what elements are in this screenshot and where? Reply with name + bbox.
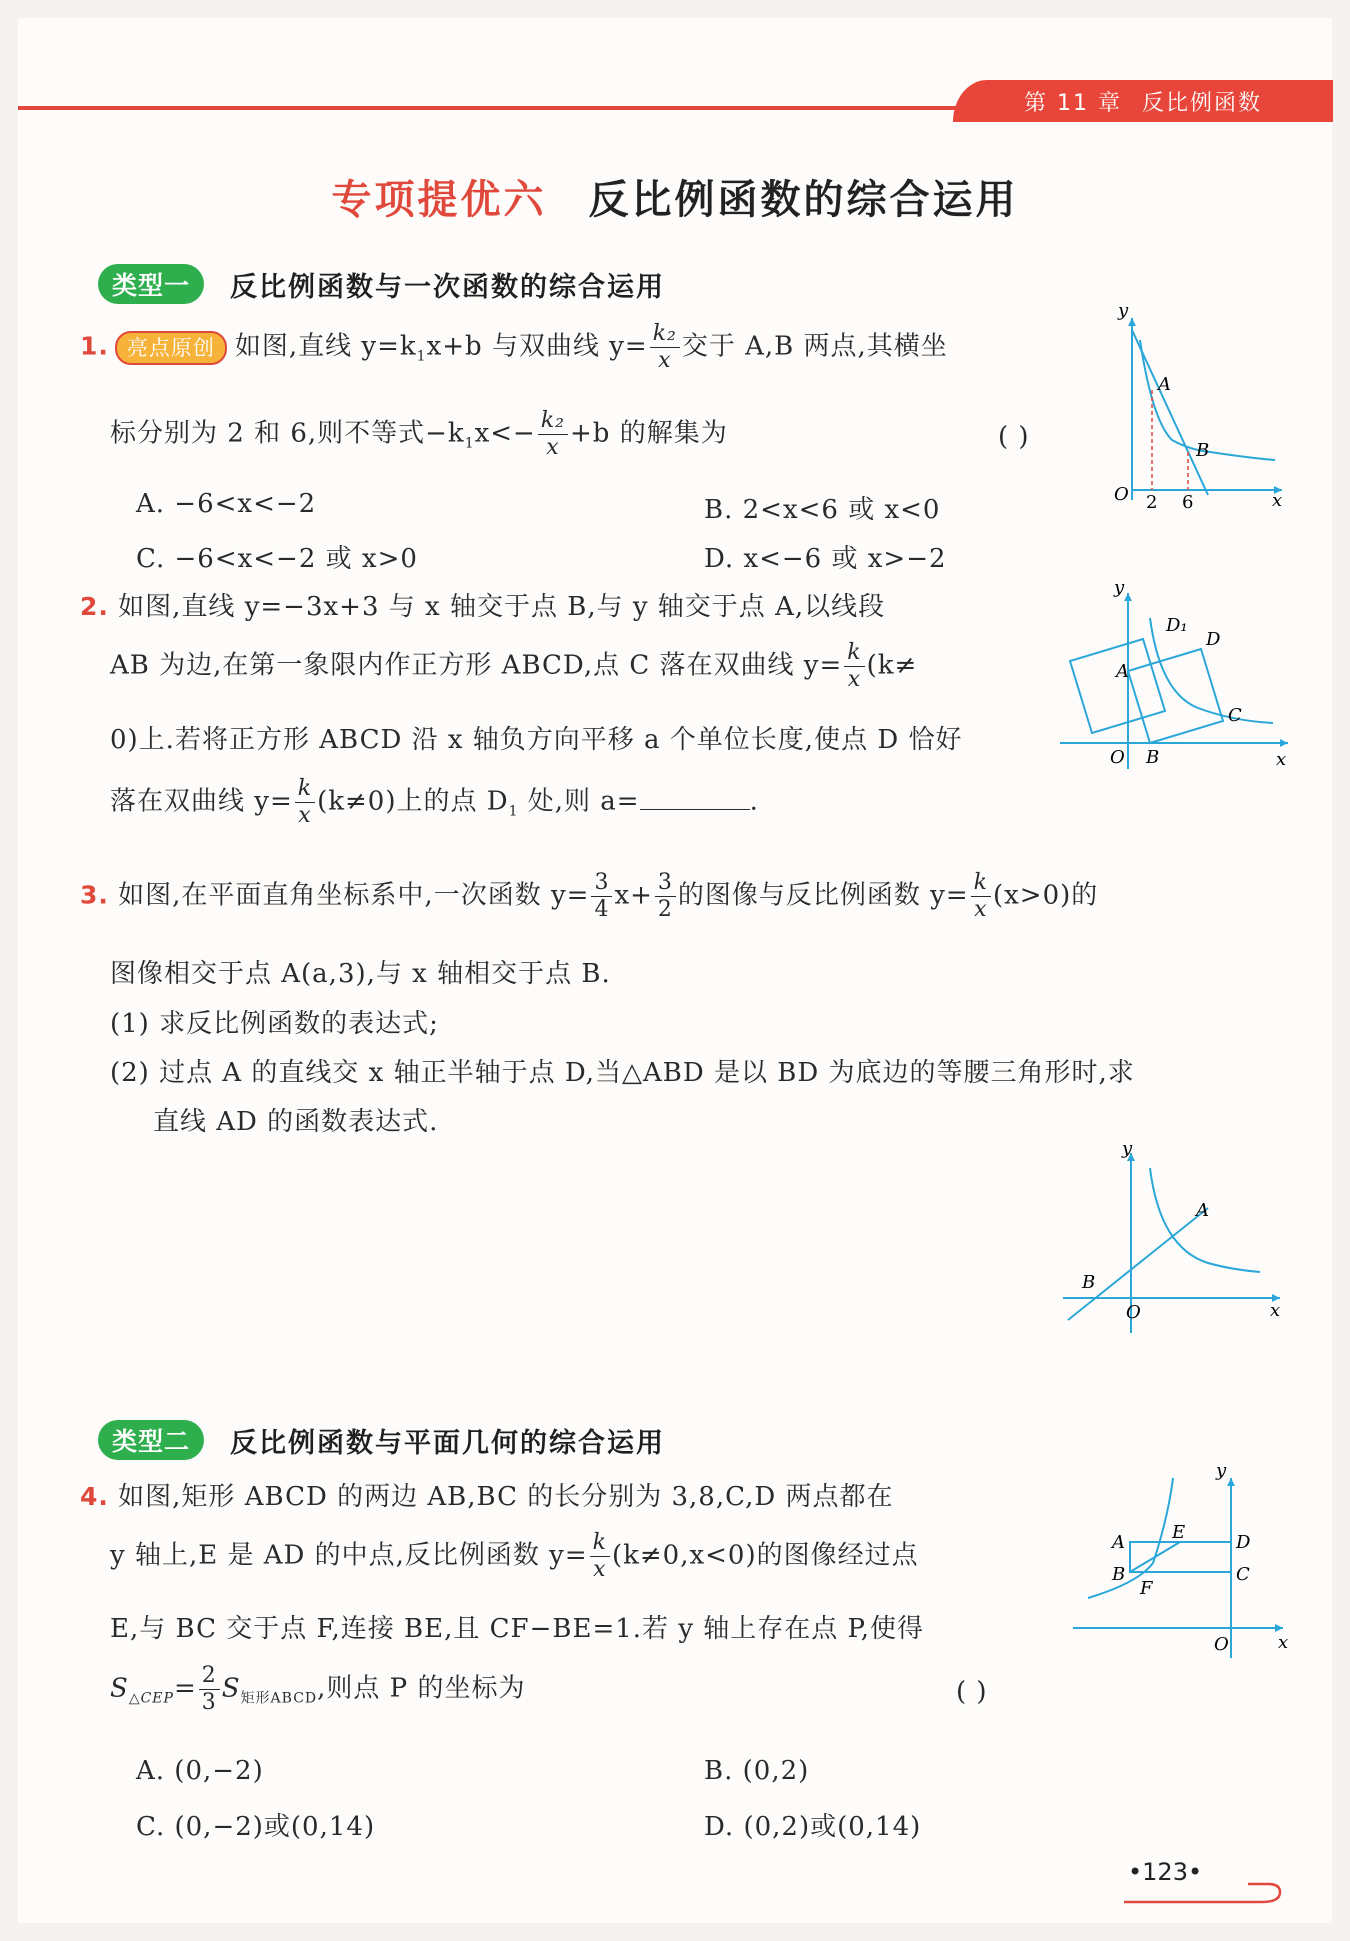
q1-tag: 亮点原创 bbox=[115, 331, 227, 365]
tick-label-6: 6 bbox=[1182, 492, 1194, 510]
fraction bbox=[650, 321, 680, 374]
page bbox=[18, 18, 1332, 1923]
point-label-b: B bbox=[1196, 440, 1210, 461]
fraction bbox=[199, 1663, 220, 1716]
q1-option-c: C. −6<x<−2 或 x>0 bbox=[136, 544, 418, 574]
q3-line2: 图像相交于点 A(a,3),与 x 轴相交于点 B. bbox=[110, 959, 611, 989]
q1-text: 交于 A,B 两点,其横坐 bbox=[681, 331, 948, 362]
numerator: 3 bbox=[591, 870, 612, 897]
numerator: k₂ bbox=[650, 321, 680, 348]
subscript: △CEP bbox=[128, 1690, 174, 1707]
point-label-c: C bbox=[1228, 705, 1242, 726]
q3-line1 bbox=[80, 870, 1098, 923]
axis-label-y: y bbox=[1122, 1138, 1133, 1159]
numerator: k bbox=[971, 870, 991, 897]
fraction bbox=[538, 408, 568, 461]
q1-text: x<− bbox=[474, 418, 536, 449]
type2-title: 反比例函数与平面几何的综合运用 bbox=[230, 1427, 666, 1459]
point-label-a: A bbox=[1196, 1200, 1209, 1221]
fraction bbox=[591, 870, 612, 923]
denominator: x bbox=[593, 1557, 607, 1582]
q1-option-b: B. 2<x<6 或 x<0 bbox=[704, 495, 941, 525]
q4-number: 4. bbox=[80, 1482, 109, 1511]
q4-line2 bbox=[110, 1530, 919, 1583]
q4-text: = bbox=[173, 1673, 197, 1704]
point-label-d: D bbox=[1206, 629, 1221, 650]
q1-text: 标分别为 2 和 6,则不等式−k bbox=[110, 418, 465, 449]
q4-option-c: C. (0,−2)或(0,14) bbox=[136, 1812, 376, 1842]
q4-text: S bbox=[221, 1673, 241, 1704]
q4-text: ,则点 P 的坐标为 bbox=[317, 1673, 526, 1704]
axis-label-x: x bbox=[1276, 749, 1287, 770]
q1-text: +b 的解集为 bbox=[570, 418, 728, 449]
q3-sub2-cont: 直线 AD 的函数表达式. bbox=[153, 1107, 439, 1137]
denominator: x bbox=[658, 348, 672, 373]
denominator: x bbox=[546, 435, 560, 460]
q2-text: 如图,直线 y=−3x+3 与 x 轴交于点 B,与 y 轴交于点 A,以线段 bbox=[118, 592, 886, 622]
type1-heading bbox=[98, 264, 665, 304]
fraction bbox=[971, 870, 991, 923]
q4-option-b: B. (0,2) bbox=[704, 1756, 810, 1786]
q4-line4 bbox=[110, 1663, 525, 1716]
numerator: k bbox=[844, 640, 864, 667]
fraction bbox=[295, 776, 315, 829]
axis-label-y: y bbox=[1118, 300, 1129, 321]
q3-number: 3. bbox=[80, 880, 109, 910]
page-number-underline bbox=[1122, 1880, 1287, 1910]
q3-sub1: (1) 求反比例函数的表达式; bbox=[110, 1009, 439, 1039]
numerator: k₂ bbox=[538, 408, 568, 435]
origin-label: O bbox=[1214, 1634, 1229, 1655]
fraction bbox=[844, 640, 864, 693]
q2-text: (k≠ bbox=[866, 650, 918, 681]
denominator: x bbox=[847, 667, 862, 692]
q2-number: 2. bbox=[80, 592, 109, 621]
figure-q1 bbox=[1110, 300, 1290, 510]
axis-label-x: x bbox=[1278, 1632, 1289, 1653]
point-label-f: F bbox=[1140, 1578, 1153, 1599]
tick-label-2: 2 bbox=[1146, 492, 1158, 510]
title-part1: 专项提优六 bbox=[331, 176, 547, 223]
q1-text: x+b 与双曲线 y= bbox=[426, 331, 648, 362]
denominator: 3 bbox=[201, 1690, 217, 1715]
axis-label-y: y bbox=[1114, 577, 1125, 598]
point-label-c: C bbox=[1236, 1564, 1250, 1585]
chapter-tab bbox=[953, 80, 1333, 122]
q3-text: 如图,在平面直角坐标系中,一次函数 y= bbox=[118, 880, 590, 911]
numerator: k bbox=[295, 776, 315, 803]
q2-line1 bbox=[80, 586, 885, 623]
denominator: x bbox=[974, 897, 988, 922]
q4-text: 如图,矩形 ABCD 的两边 AB,BC 的长分别为 3,8,C,D 两点都在 bbox=[118, 1482, 894, 1512]
q1-option-d: D. x<−6 或 x>−2 bbox=[704, 544, 947, 574]
point-label-a: A bbox=[1112, 1532, 1125, 1553]
q2-text: AB 为边,在第一象限内作正方形 ABCD,点 C 落在双曲线 y= bbox=[110, 650, 843, 681]
q4-option-a: A. (0,−2) bbox=[136, 1756, 264, 1786]
axis-label-x: x bbox=[1270, 1300, 1281, 1321]
point-label-d: D bbox=[1236, 1532, 1251, 1553]
type1-badge: 类型一 bbox=[98, 264, 204, 304]
q4-answer-paren: ( ) bbox=[956, 1677, 988, 1707]
numerator: k bbox=[590, 1530, 610, 1557]
q3-sub2: (2) 过点 A 的直线交 x 轴正半轴于点 D,当△ABD 是以 BD 为底边的等腰三角形时,求 bbox=[110, 1058, 1135, 1088]
q2-text: 落在双曲线 y= bbox=[110, 786, 293, 817]
q1-line2: 标分别为 2 和 6,则不等式$-k_1x<-$ $\frac{\text{k₂}}{x}$ +b 的解集为 bbox=[110, 408, 728, 460]
q3-text: x+ bbox=[614, 880, 653, 911]
denominator: 2 bbox=[657, 897, 673, 922]
denominator: x bbox=[298, 803, 312, 828]
type2-heading bbox=[98, 1420, 665, 1460]
point-label-b: B bbox=[1082, 1272, 1096, 1293]
page-title bbox=[18, 168, 1332, 225]
numerator: 3 bbox=[655, 870, 676, 897]
page-number: •123• bbox=[1128, 1858, 1203, 1886]
q2-line2 bbox=[110, 640, 917, 693]
numerator: 2 bbox=[199, 1663, 220, 1690]
fraction bbox=[590, 1530, 610, 1583]
q4-text: (k≠0,x<0)的图像经过点 bbox=[611, 1540, 919, 1571]
q3-text: (x>0)的 bbox=[993, 880, 1099, 911]
q1-option-a: A. −6<x<−2 bbox=[136, 489, 317, 519]
figure-q2 bbox=[1058, 573, 1298, 778]
point-label-b: B bbox=[1146, 747, 1160, 768]
q4-line3: E,与 BC 交于点 F,连接 BE,且 CF−BE=1.若 y 轴上存在点 P,使得 bbox=[110, 1614, 925, 1644]
point-label-a: A bbox=[1116, 661, 1129, 682]
type2-badge: 类型二 bbox=[98, 1420, 204, 1460]
type1-title: 反比例函数与一次函数的综合运用 bbox=[230, 271, 666, 303]
point-label-e: E bbox=[1172, 1522, 1186, 1543]
point-label-d1: D₁ bbox=[1166, 615, 1188, 636]
point-label-b: B bbox=[1112, 1564, 1126, 1585]
q2-text: (k≠0)上的点 D bbox=[317, 786, 509, 817]
origin-label: O bbox=[1126, 1302, 1141, 1323]
q1-number: 1. bbox=[80, 331, 109, 361]
origin-label: O bbox=[1114, 484, 1129, 505]
fraction bbox=[655, 870, 676, 923]
q4-text: S bbox=[110, 1673, 129, 1704]
origin-label: O bbox=[1110, 747, 1125, 768]
q2-text: 处,则 a= bbox=[518, 786, 640, 817]
title-part2: 反比例函数的综合运用 bbox=[588, 176, 1019, 223]
point-label-a: A bbox=[1158, 374, 1171, 395]
axis-label-y: y bbox=[1216, 1460, 1227, 1481]
q3-text: 的图像与反比例函数 y= bbox=[677, 880, 969, 911]
q1-text: 如图,直线 y=k bbox=[234, 331, 417, 362]
q4-option-d: D. (0,2)或(0,14) bbox=[704, 1812, 922, 1842]
q4-line1 bbox=[80, 1476, 893, 1513]
q1-line1: 1. 亮点原创 如图,直线 $y=k_1x+b$ 与双曲线 y= $\frac{\text{k₂}}{x}$ 交于 A,B 两点,其横坐 bbox=[80, 321, 948, 373]
chapter-label: 第 11 章 bbox=[1024, 90, 1122, 116]
subscript: 矩形ABCD bbox=[240, 1690, 318, 1707]
q4-text: y 轴上,E 是 AD 的中点,反比例函数 y= bbox=[110, 1540, 588, 1571]
q2-line3: 0)上.若将正方形 ABCD 沿 x 轴负方向平移 a 个单位长度,使点 D 恰好 bbox=[110, 725, 963, 755]
q1-answer-paren: ( ) bbox=[998, 422, 1030, 452]
q2-line4: 落在双曲线 y= $\frac{k}{x}$ (k≠0)上的点 $D_1$ 处,则 a= . bbox=[110, 776, 759, 828]
figure-q4 bbox=[1068, 1458, 1298, 1668]
answer-blank bbox=[640, 787, 750, 810]
chapter-topic: 反比例函数 bbox=[1141, 90, 1262, 116]
axis-label-x: x bbox=[1272, 490, 1283, 510]
figure-q3 bbox=[1058, 1138, 1298, 1338]
denominator: 4 bbox=[594, 897, 610, 922]
